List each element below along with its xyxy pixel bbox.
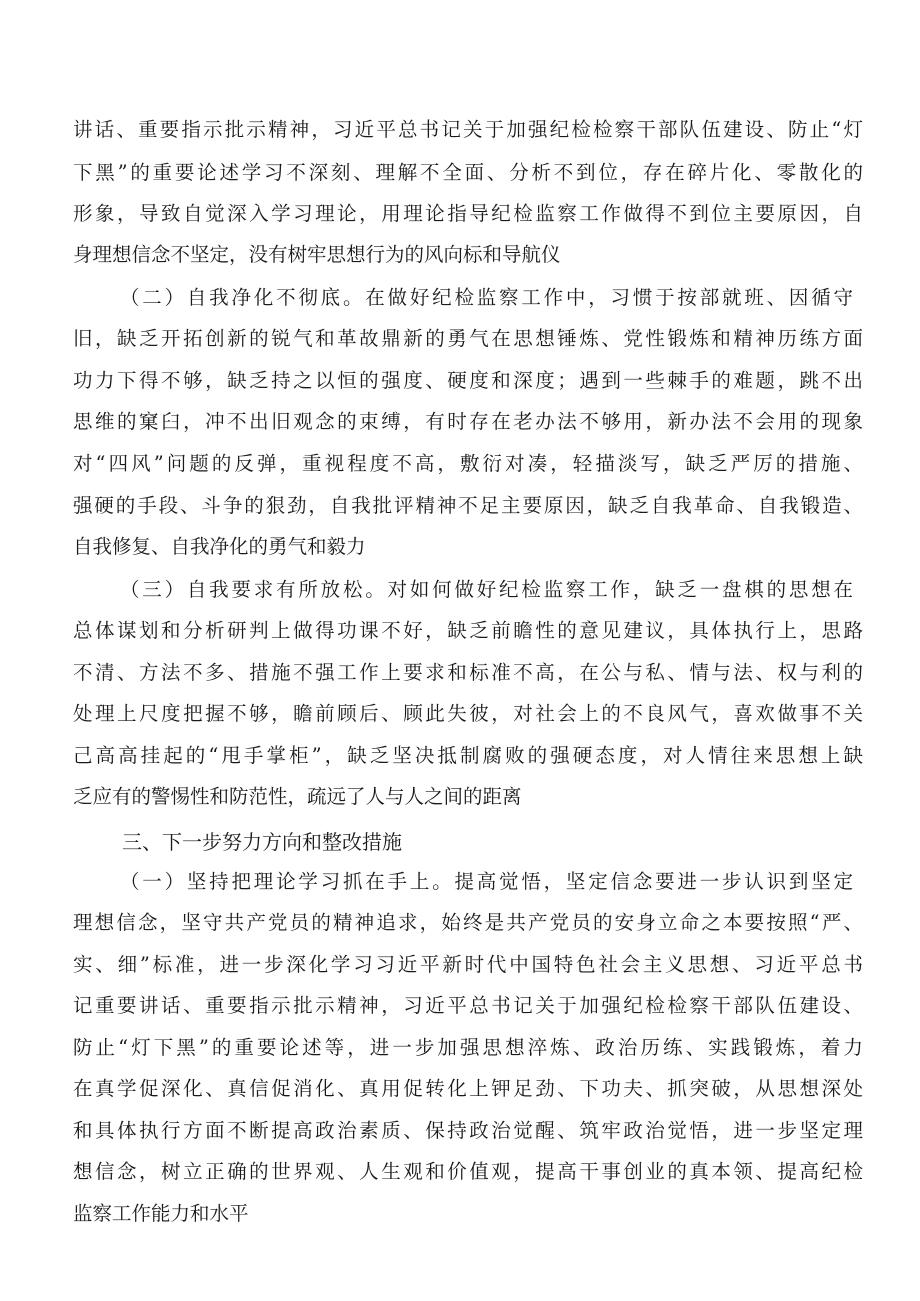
paragraph-4-line-2: 理想信念，坚守共产党员的精神追求，始终是共产党员的安身立命之本要按照“严、 (73, 911, 863, 934)
paragraph-2-line-1: （二）自我净化不彻底。在做好纪检监察工作中，习惯于按部就班、因循守 (120, 286, 853, 309)
paragraph-3-line-2: 总体谋划和分析研判上做得功课不好，缺乏前瞻性的意见建议，具体执行上，思路 (73, 619, 863, 642)
paragraph-4-line-5: 防止“灯下黑”的重要论述等，进一步加强思想淬炼、政治历练、实践锻炼，着力 (73, 1036, 863, 1059)
paragraph-1-line-2: 下黑”的重要论述学习不深刻、理解不全面、分析不到位，存在碎片化、零散化的 (73, 161, 863, 184)
paragraph-2-line-5: 对“四风”问题的反弹，重视程度不高，敷衍对凑，轻描淡写，缺乏严厉的措施、 (73, 452, 863, 475)
paragraph-2-line-6: 强硬的手段、斗争的狠劲，自我批评精神不足主要原因，缺乏自我革命、自我锻造、 (73, 494, 863, 517)
paragraph-1-line-3: 形象，导致自觉深入学习理论，用理论指导纪检监察工作做得不到位主要原因，自 (73, 202, 863, 225)
paragraph-4-line-1: （一）坚持把理论学习抓在手上。提高觉悟，坚定信念要进一步认识到坚定 (120, 870, 853, 893)
section-heading: 三、下一步努力方向和整改措施 (122, 830, 402, 854)
paragraph-4-line-4: 记重要讲话、重要指示批示精神，习近平总书记关于加强纪检检察干部队伍建设、 (73, 994, 863, 1017)
paragraph-2-line-7: 自我修复、自我净化的勇气和毅力 (73, 535, 366, 558)
paragraph-3-line-3: 不清、方法不多、措施不强工作上要求和标准不高，在公与私、情与法、权与利的 (73, 661, 863, 684)
paragraph-4-line-3: 实、细”标准，进一步深化学习习近平新时代中国特色社会主义思想、习近平总书 (73, 953, 863, 976)
paragraph-1-line-1: 讲话、重要指示批示精神，习近平总书记关于加强纪检检察干部队伍建设、防止“灯 (73, 118, 863, 141)
paragraph-3-line-1: （三）自我要求有所放松。对如何做好纪检监察工作，缺乏一盘棋的思想在 (120, 578, 853, 601)
paragraph-4-line-7: 和具体执行方面不断提高政治素质、保持政治觉醒、筑牢政治觉悟，进一步坚定理 (73, 1119, 863, 1142)
paragraph-2-line-3: 功力下得不够，缺乏持之以恒的强度、硬度和深度；遇到一些棘手的难题，跳不出 (73, 369, 863, 392)
paragraph-3-line-5: 己高高挂起的“甩手掌柜”，缺乏坚决抵制腐败的强硬态度，对人情往来思想上缺 (73, 744, 863, 767)
paragraph-2-line-2: 旧，缺乏开拓创新的锐气和革故鼎新的勇气在思想锤炼、党性锻炼和精神历练方面 (73, 327, 863, 350)
paragraph-4-line-9: 监察工作能力和水平 (73, 1202, 249, 1225)
paragraph-2-line-4: 思维的窠臼，冲不出旧观念的束缚，有时存在老办法不够用，新办法不会用的现象 (73, 410, 863, 433)
paragraph-3-line-6: 乏应有的警惕性和防范性，疏远了人与人之间的距离 (73, 785, 522, 808)
paragraph-4-line-8: 想信念，树立正确的世界观、人生观和价值观，提高干事创业的真本领、提高纪检 (73, 1160, 863, 1183)
paragraph-4-line-6: 在真学促深化、真信促消化、真用促转化上钾足劲、下功夫、抓突破，从思想深处 (73, 1077, 863, 1100)
paragraph-3-line-4: 处理上尺度把握不够，瞻前顾后、顾此失彼，对社会上的不良风气，喜欢做事不关 (73, 702, 863, 725)
paragraph-1-line-4: 身理想信念不坚定，没有树牢思想行为的风向标和导航仪 (73, 243, 561, 266)
